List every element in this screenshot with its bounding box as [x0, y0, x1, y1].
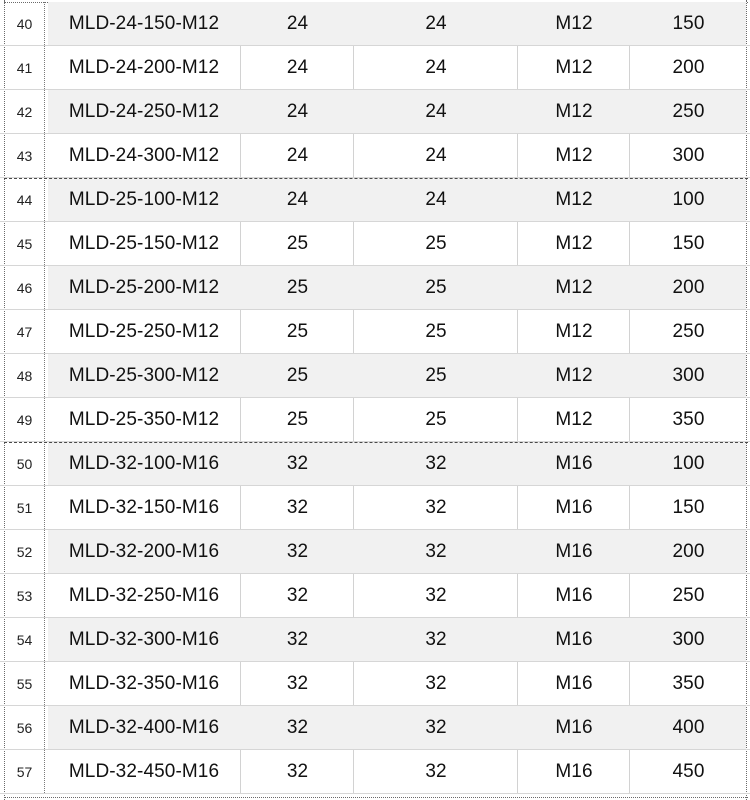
- cell-length[interactable]: 200: [629, 46, 747, 89]
- cell-length[interactable]: 200: [672, 540, 705, 562]
- table-row[interactable]: [0, 134, 750, 178]
- table-row[interactable]: [0, 442, 750, 486]
- table-row[interactable]: [0, 750, 750, 794]
- table-row[interactable]: [0, 618, 750, 662]
- cell-model[interactable]: MLD-24-300-M12: [68, 144, 220, 166]
- table-row[interactable]: [0, 354, 750, 398]
- cell-dimension-a[interactable]: 24: [286, 12, 309, 34]
- cell-dimension-b[interactable]: 32: [425, 716, 447, 738]
- cell-thread[interactable]: M16: [555, 540, 593, 562]
- table-row[interactable]: [0, 2, 750, 46]
- cell-length[interactable]: 150: [672, 12, 705, 34]
- cell-dimension-a[interactable]: 32: [286, 716, 309, 738]
- cell-dimension-a[interactable]: 25: [240, 310, 354, 353]
- cell-dimension-a[interactable]: 25: [240, 222, 354, 265]
- row-number: 46: [5, 266, 45, 309]
- cell-dimension-b[interactable]: 24: [425, 100, 447, 122]
- cell-thread[interactable]: M12: [555, 100, 593, 122]
- row-number: 40: [5, 2, 45, 45]
- cell-thread[interactable]: M12: [517, 46, 630, 89]
- cell-dimension-b[interactable]: 32: [425, 540, 447, 562]
- cell-model[interactable]: MLD-32-100-M16: [68, 452, 220, 474]
- group-separator: [4, 442, 748, 443]
- cell-length[interactable]: 100: [672, 188, 705, 210]
- table-row[interactable]: [0, 46, 750, 90]
- cell-thread[interactable]: M12: [517, 310, 630, 353]
- cell-model[interactable]: MLD-25-150-M12: [68, 232, 220, 254]
- table-row[interactable]: [0, 90, 750, 134]
- cell-thread[interactable]: M16: [517, 486, 630, 529]
- cell-dimension-a[interactable]: 32: [240, 574, 354, 617]
- cell-thread[interactable]: M16: [555, 452, 593, 474]
- cell-dimension-b[interactable]: 24: [353, 134, 518, 177]
- cell-dimension-b[interactable]: 32: [353, 750, 518, 793]
- cell-model[interactable]: MLD-24-150-M12: [68, 12, 220, 34]
- cell-length[interactable]: 300: [672, 364, 705, 386]
- row-number: 54: [5, 618, 45, 661]
- row-number: 50: [5, 442, 45, 485]
- cell-length[interactable]: 300: [629, 134, 747, 177]
- row-number: 53: [5, 574, 45, 617]
- cell-dimension-a[interactable]: 24: [240, 134, 354, 177]
- cell-dimension-a[interactable]: 24: [240, 46, 354, 89]
- bottom-border: [4, 797, 748, 798]
- table-row[interactable]: [0, 662, 750, 706]
- cell-length[interactable]: 250: [629, 574, 747, 617]
- cell-model[interactable]: MLD-25-350-M12: [68, 408, 220, 430]
- cell-dimension-b[interactable]: 24: [425, 188, 447, 210]
- cell-dimension-b[interactable]: 25: [353, 398, 518, 441]
- row-number: 44: [5, 178, 45, 221]
- cell-model[interactable]: MLD-32-150-M16: [68, 496, 220, 518]
- cell-model[interactable]: MLD-25-300-M12: [68, 364, 220, 386]
- cell-model[interactable]: MLD-32-250-M16: [68, 584, 220, 606]
- cell-dimension-b[interactable]: 32: [353, 574, 518, 617]
- cell-length[interactable]: 100: [672, 452, 705, 474]
- row-number: 43: [5, 134, 45, 177]
- cell-length[interactable]: 350: [629, 398, 747, 441]
- cell-dimension-a[interactable]: 25: [286, 276, 309, 298]
- cell-dimension-b[interactable]: 25: [425, 276, 447, 298]
- cell-thread[interactable]: M12: [555, 276, 593, 298]
- cell-length[interactable]: 450: [629, 750, 747, 793]
- group-separator: [4, 178, 748, 179]
- cell-model[interactable]: MLD-32-350-M16: [68, 672, 220, 694]
- cell-dimension-b[interactable]: 25: [353, 222, 518, 265]
- cell-thread[interactable]: M12: [555, 364, 593, 386]
- table-row[interactable]: [0, 530, 750, 574]
- row-number: 48: [5, 354, 45, 397]
- cell-dimension-a[interactable]: 24: [286, 100, 309, 122]
- table-row[interactable]: [0, 310, 750, 354]
- cell-thread[interactable]: M16: [517, 750, 630, 793]
- cell-length[interactable]: 300: [672, 628, 705, 650]
- cell-model[interactable]: MLD-24-200-M12: [68, 56, 220, 78]
- cell-length[interactable]: 250: [672, 100, 705, 122]
- table-row[interactable]: [0, 222, 750, 266]
- cell-model[interactable]: MLD-32-450-M16: [68, 760, 220, 782]
- cell-dimension-a[interactable]: 32: [286, 628, 309, 650]
- cell-dimension-b[interactable]: 32: [425, 628, 447, 650]
- cell-dimension-b[interactable]: 32: [353, 486, 518, 529]
- cell-length[interactable]: 350: [629, 662, 747, 705]
- cell-thread[interactable]: M16: [555, 628, 593, 650]
- row-number: 41: [5, 46, 45, 89]
- cell-dimension-b[interactable]: 24: [425, 12, 447, 34]
- table-row[interactable]: [0, 486, 750, 530]
- cell-length[interactable]: 250: [629, 310, 747, 353]
- row-number: 42: [5, 90, 45, 133]
- cell-length[interactable]: 150: [629, 222, 747, 265]
- cell-dimension-a[interactable]: 32: [240, 750, 354, 793]
- cell-dimension-a[interactable]: 25: [240, 398, 354, 441]
- cell-model[interactable]: MLD-24-250-M12: [68, 100, 220, 122]
- cell-dimension-a[interactable]: 24: [286, 188, 309, 210]
- cell-model[interactable]: MLD-32-200-M16: [68, 540, 220, 562]
- cell-dimension-b[interactable]: 25: [353, 310, 518, 353]
- cell-thread[interactable]: M12: [555, 188, 593, 210]
- cell-thread[interactable]: M16: [517, 662, 630, 705]
- cell-thread[interactable]: M12: [517, 134, 630, 177]
- cell-dimension-a[interactable]: 32: [286, 452, 309, 474]
- cell-length[interactable]: 400: [672, 716, 705, 738]
- table-row[interactable]: [0, 574, 750, 618]
- cell-model[interactable]: MLD-32-400-M16: [68, 716, 220, 738]
- cell-model[interactable]: MLD-25-200-M12: [68, 276, 220, 298]
- table-row[interactable]: [0, 706, 750, 750]
- cell-thread[interactable]: M16: [517, 574, 630, 617]
- cell-model[interactable]: MLD-25-250-M12: [68, 320, 220, 342]
- row-number: 55: [5, 662, 45, 705]
- row-number: 49: [5, 398, 45, 441]
- cell-thread[interactable]: M12: [517, 398, 630, 441]
- row-number: 51: [5, 486, 45, 529]
- cell-model[interactable]: MLD-32-300-M16: [68, 628, 220, 650]
- cell-length[interactable]: 200: [672, 276, 705, 298]
- row-number: 57: [5, 750, 45, 793]
- cell-dimension-a[interactable]: 32: [240, 662, 354, 705]
- cell-model[interactable]: MLD-25-100-M12: [68, 188, 220, 210]
- cell-thread[interactable]: M12: [517, 222, 630, 265]
- table-row[interactable]: [0, 398, 750, 442]
- table-row[interactable]: [0, 266, 750, 310]
- cell-thread[interactable]: M16: [555, 716, 593, 738]
- cell-dimension-b[interactable]: 32: [425, 452, 447, 474]
- row-number: 52: [5, 530, 45, 573]
- table-row[interactable]: [0, 178, 750, 222]
- row-number: 45: [5, 222, 45, 265]
- cell-dimension-b[interactable]: 32: [353, 662, 518, 705]
- cell-dimension-a[interactable]: 32: [240, 486, 354, 529]
- cell-thread[interactable]: M12: [555, 12, 593, 34]
- row-number: 47: [5, 310, 45, 353]
- cell-dimension-a[interactable]: 25: [286, 364, 309, 386]
- row-number: 56: [5, 706, 45, 749]
- cell-dimension-b[interactable]: 25: [425, 364, 447, 386]
- cell-dimension-b[interactable]: 24: [353, 46, 518, 89]
- cell-length[interactable]: 150: [629, 486, 747, 529]
- cell-dimension-a[interactable]: 32: [286, 540, 309, 562]
